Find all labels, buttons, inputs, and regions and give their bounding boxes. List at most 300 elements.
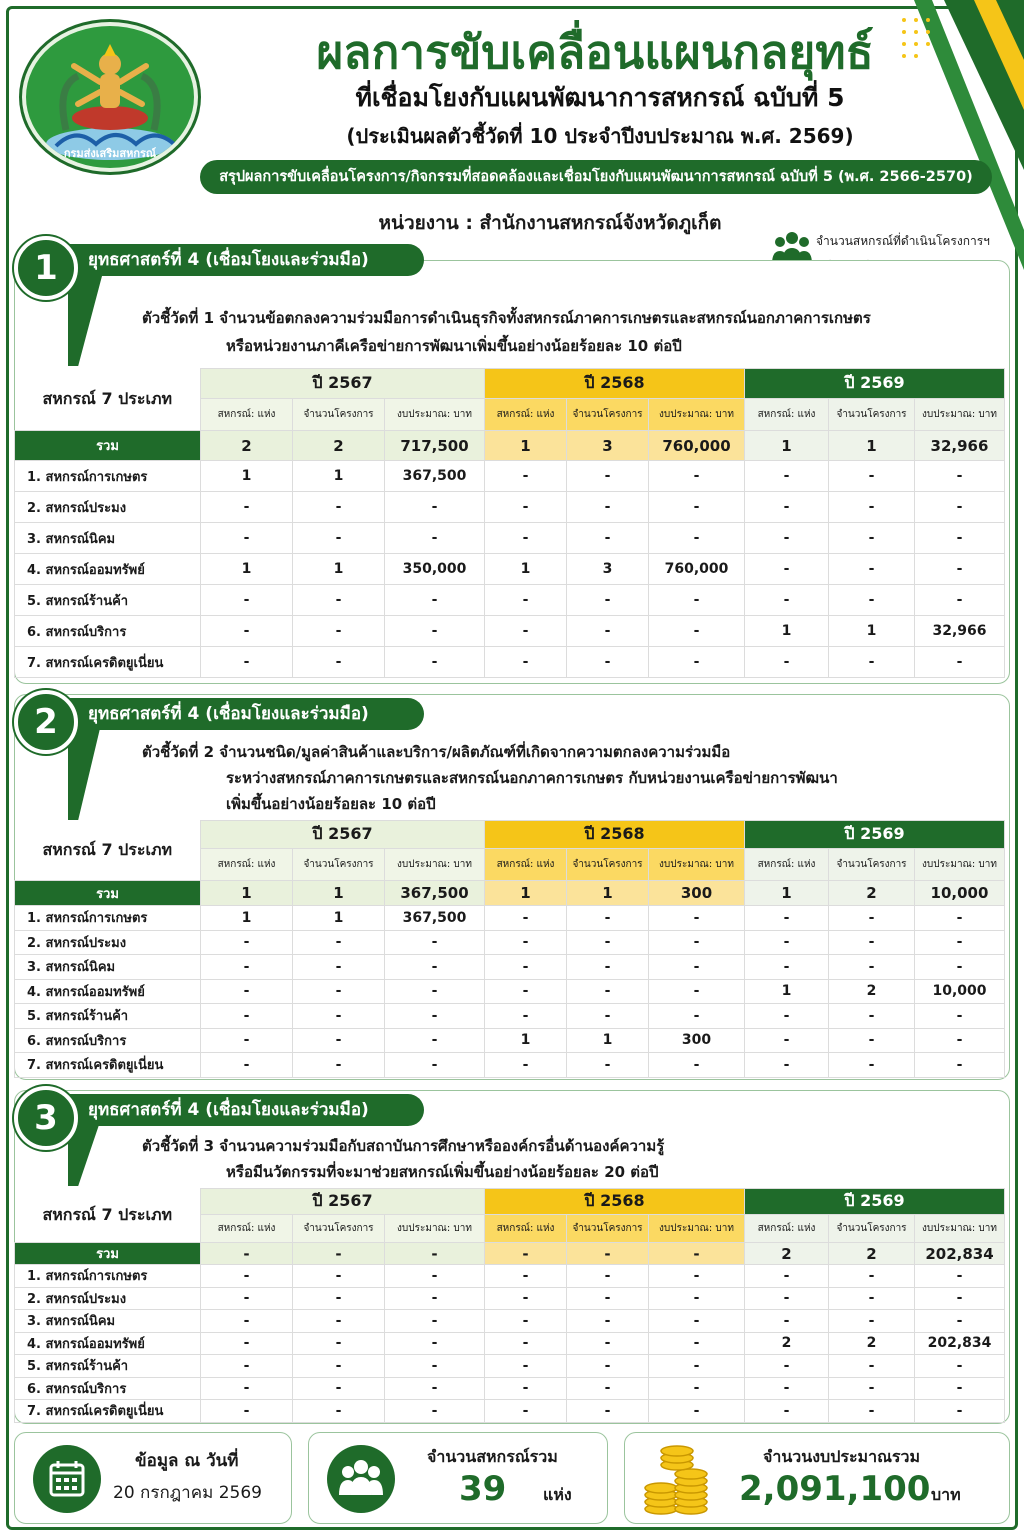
section-number-badge: 1	[14, 236, 78, 300]
coop-type-label: 3. สหกรณ์นิคม	[15, 1310, 201, 1333]
table-cell: -	[385, 585, 485, 616]
table-cell: -	[485, 906, 567, 931]
indicator-line-3: เพิ่มขึ้นอย่างน้อยร้อยละ 10 ต่อปี	[226, 795, 436, 813]
table-cell: -	[201, 1287, 293, 1310]
year-header: ปี 2567	[201, 369, 485, 399]
table-cell: -	[567, 1355, 649, 1378]
table-row	[15, 554, 1005, 585]
sub-header: จำนวนโครงการ	[829, 849, 915, 881]
coop-total-value: 39	[459, 1469, 507, 1509]
total-cell: 2	[745, 1243, 829, 1265]
table-cell: 1	[201, 906, 293, 931]
table-cell: 3	[567, 554, 649, 585]
total-cell: -	[567, 1243, 649, 1265]
table-cell: 1	[201, 461, 293, 492]
table-cell: -	[829, 1028, 915, 1053]
total-cell: -	[385, 1243, 485, 1265]
table-cell: -	[201, 955, 293, 980]
table-cell: -	[385, 1332, 485, 1355]
table-cell: -	[829, 492, 915, 523]
table-row	[15, 1310, 1005, 1333]
table-row	[15, 979, 1005, 1004]
sub-header: สหกรณ์: แห่ง	[485, 1215, 567, 1243]
data-table	[14, 1188, 1005, 1423]
table-cell: -	[293, 1355, 385, 1378]
table-cell: -	[385, 1310, 485, 1333]
total-cell: 2	[829, 1243, 915, 1265]
table-cell: -	[385, 492, 485, 523]
table-cell: -	[201, 1400, 293, 1423]
table-row	[15, 585, 1005, 616]
table-cell: 367,500	[385, 906, 485, 931]
table-cell: 1	[745, 616, 829, 647]
table-cell: -	[485, 979, 567, 1004]
total-cell: 2	[829, 881, 915, 906]
table-cell: 1	[485, 554, 567, 585]
sub-header: งบประมาณ: บาท	[385, 399, 485, 431]
table-corner-label: สหกรณ์ 7 ประเภท	[15, 821, 201, 881]
table-cell: -	[293, 1310, 385, 1333]
table-cell: -	[915, 1053, 1005, 1078]
coop-type-label: 6. สหกรณ์บริการ	[15, 1377, 201, 1400]
total-cell: 1	[567, 881, 649, 906]
calendar-icon	[33, 1445, 101, 1513]
table-cell: -	[915, 1004, 1005, 1029]
table-cell: -	[293, 585, 385, 616]
table-cell: 1	[293, 461, 385, 492]
table-cell: -	[829, 585, 915, 616]
table-cell: -	[915, 461, 1005, 492]
table-cell: -	[829, 554, 915, 585]
table-cell: -	[201, 1377, 293, 1400]
table-cell: -	[485, 492, 567, 523]
table-cell: -	[915, 492, 1005, 523]
table-cell: -	[201, 1332, 293, 1355]
table-cell: -	[567, 1332, 649, 1355]
table-cell: -	[649, 955, 745, 980]
total-cell: 367,500	[385, 881, 485, 906]
table-cell: -	[649, 492, 745, 523]
coop-type-label: 4. สหกรณ์ออมทรัพย์	[15, 979, 201, 1004]
table-cell: -	[567, 523, 649, 554]
table-cell: -	[915, 930, 1005, 955]
year-header: ปี 2568	[485, 369, 745, 399]
total-cell: 1	[485, 881, 567, 906]
table-cell: 2	[745, 1332, 829, 1355]
table-cell: -	[567, 461, 649, 492]
table-cell: -	[649, 1053, 745, 1078]
total-cell: 1	[201, 881, 293, 906]
year-header: ปี 2567	[201, 821, 485, 849]
table-cell: -	[567, 585, 649, 616]
table-cell: -	[485, 930, 567, 955]
table-cell: -	[485, 523, 567, 554]
coop-type-label: 7. สหกรณ์เครดิตยูเนี่ยน	[15, 647, 201, 678]
sub-header: งบประมาณ: บาท	[649, 849, 745, 881]
table-row	[15, 1265, 1005, 1288]
table-cell: -	[915, 647, 1005, 678]
table-cell: -	[745, 523, 829, 554]
coop-type-label: 1. สหกรณ์การเกษตร	[15, 461, 201, 492]
table-cell: -	[293, 616, 385, 647]
table-cell: 1	[567, 1028, 649, 1053]
sub-header: สหกรณ์: แห่ง	[745, 1215, 829, 1243]
coop-type-label: 6. สหกรณ์บริการ	[15, 1028, 201, 1053]
table-row	[15, 1400, 1005, 1423]
table-row	[15, 492, 1005, 523]
table-cell: -	[745, 1355, 829, 1378]
sub-header: จำนวนโครงการ	[829, 1215, 915, 1243]
indicator-line-2: ระหว่างสหกรณ์ภาคการเกษตรและสหกรณ์นอกภาคการเกษตร กับหน่วยงานเครือข่ายการพัฒนา	[226, 769, 838, 787]
table-cell: -	[567, 955, 649, 980]
coop-type-label: 4. สหกรณ์ออมทรัพย์	[15, 554, 201, 585]
summary-banner: สรุปผลการขับเคลื่อนโครงการ/กิจกรรมที่สอดคล้องและเชื่อมโยงกับแผนพัฒนาการสหกรณ์ ฉบับที่ 5 (พ.ศ. 2566-2570)	[200, 160, 992, 194]
table-cell: -	[915, 1377, 1005, 1400]
table-cell: -	[385, 1355, 485, 1378]
table-cell: -	[293, 955, 385, 980]
table-cell: -	[915, 585, 1005, 616]
table-cell: -	[915, 523, 1005, 554]
date-value: 20 กรกฎาคม 2569	[113, 1483, 262, 1503]
coop-type-label: 3. สหกรณ์นิคม	[15, 955, 201, 980]
table-cell: -	[201, 930, 293, 955]
table-cell: -	[745, 930, 829, 955]
table-cell: 1	[293, 554, 385, 585]
table-cell: -	[293, 930, 385, 955]
table-cell: -	[385, 930, 485, 955]
table-row	[15, 1004, 1005, 1029]
table-cell: -	[745, 1028, 829, 1053]
table-cell: -	[567, 906, 649, 931]
sub-header: งบประมาณ: บาท	[915, 849, 1005, 881]
coop-type-label: 5. สหกรณ์ร้านค้า	[15, 1004, 201, 1029]
table-cell: -	[201, 979, 293, 1004]
year-header: ปี 2568	[485, 1189, 745, 1215]
coop-type-label: 2. สหกรณ์ประมง	[15, 492, 201, 523]
table-cell: 32,966	[915, 616, 1005, 647]
indicator-line-1: ตัวชี้วัดที่ 3 จำนวนความร่วมมือกับสถาบันการศึกษาหรือองค์กรอื่นด้านองค์ความรู้	[142, 1137, 665, 1155]
table-cell: -	[745, 1265, 829, 1288]
coop-type-label: 7. สหกรณ์เครดิตยูเนี่ยน	[15, 1053, 201, 1078]
coop-type-label: 1. สหกรณ์การเกษตร	[15, 1265, 201, 1288]
legend-line-1: จำนวนสหกรณ์ที่ดำเนินโครงการฯ	[816, 234, 990, 248]
total-cell: 760,000	[649, 431, 745, 461]
table-cell: -	[201, 1265, 293, 1288]
table-cell: 1	[485, 1028, 567, 1053]
table-cell: -	[385, 647, 485, 678]
total-cell: -	[485, 1243, 567, 1265]
table-cell: -	[745, 1287, 829, 1310]
data-table	[14, 820, 1005, 1078]
table-cell: -	[485, 461, 567, 492]
table-cell: -	[567, 1310, 649, 1333]
table-cell: -	[201, 616, 293, 647]
sub-header: จำนวนโครงการ	[293, 1215, 385, 1243]
table-row	[15, 523, 1005, 554]
table-cell: -	[915, 1265, 1005, 1288]
table-cell: 2	[829, 1332, 915, 1355]
budget-total-value: 2,091,100	[739, 1469, 931, 1509]
table-cell: -	[293, 1377, 385, 1400]
total-cell: 32,966	[915, 431, 1005, 461]
sub-header: สหกรณ์: แห่ง	[201, 399, 293, 431]
total-cell: 202,834	[915, 1243, 1005, 1265]
coop-type-label: 5. สหกรณ์ร้านค้า	[15, 585, 201, 616]
table-cell: -	[829, 930, 915, 955]
table-cell: -	[385, 1400, 485, 1423]
sub-header: งบประมาณ: บาท	[649, 1215, 745, 1243]
table-cell: -	[829, 647, 915, 678]
sub-header: สหกรณ์: แห่ง	[485, 849, 567, 881]
table-cell: -	[385, 1287, 485, 1310]
table-cell: -	[745, 1004, 829, 1029]
total-cell: 300	[649, 881, 745, 906]
table-cell: -	[649, 585, 745, 616]
table-cell: -	[567, 930, 649, 955]
table-cell: -	[201, 492, 293, 523]
table-cell: 1	[293, 906, 385, 931]
table-cell: -	[485, 1310, 567, 1333]
table-cell: -	[485, 955, 567, 980]
strategy-label: ยุทธศาสตร์ที่ 4 (เชื่อมโยงและร่วมมือ)	[54, 698, 424, 730]
coop-type-label: 2. สหกรณ์ประมง	[15, 930, 201, 955]
coop-type-label: 6. สหกรณ์บริการ	[15, 616, 201, 647]
table-row	[15, 1355, 1005, 1378]
table-row	[15, 906, 1005, 931]
table-cell: -	[293, 523, 385, 554]
year-header: ปี 2569	[745, 821, 1005, 849]
table-cell: -	[915, 1400, 1005, 1423]
table-row	[15, 1028, 1005, 1053]
table-cell: -	[829, 955, 915, 980]
table-cell: -	[485, 1400, 567, 1423]
table-cell: -	[485, 585, 567, 616]
data-table	[14, 368, 1005, 678]
strategy-label: ยุทธศาสตร์ที่ 4 (เชื่อมโยงและร่วมมือ)	[54, 1094, 424, 1126]
section-2	[14, 690, 1010, 1082]
table-cell: 1	[829, 616, 915, 647]
table-cell: -	[485, 1287, 567, 1310]
table-cell: -	[829, 1287, 915, 1310]
total-cell: 2	[293, 431, 385, 461]
table-cell: -	[485, 1053, 567, 1078]
total-cell: -	[293, 1243, 385, 1265]
table-cell: -	[649, 906, 745, 931]
table-cell: -	[649, 1355, 745, 1378]
table-cell: -	[485, 1377, 567, 1400]
date-card	[14, 1432, 292, 1524]
people-group-icon	[327, 1445, 395, 1513]
strategy-label: ยุทธศาสตร์ที่ 4 (เชื่อมโยงและร่วมมือ)	[54, 244, 424, 276]
table-cell: -	[649, 1265, 745, 1288]
coop-total-unit: แห่ง	[543, 1485, 572, 1504]
table-cell: 202,834	[915, 1332, 1005, 1355]
total-label: รวม	[15, 431, 201, 461]
table-row	[15, 1377, 1005, 1400]
table-cell: -	[201, 1028, 293, 1053]
table-row	[15, 930, 1005, 955]
sub-header: สหกรณ์: แห่ง	[745, 849, 829, 881]
table-cell: -	[567, 1287, 649, 1310]
section-3	[14, 1086, 1010, 1426]
section-number-badge: 2	[14, 690, 78, 754]
department-logo	[22, 22, 198, 172]
coop-type-label: 7. สหกรณ์เครดิตยูเนี่ยน	[15, 1400, 201, 1423]
table-cell: -	[649, 1400, 745, 1423]
coop-type-label: 3. สหกรณ์นิคม	[15, 523, 201, 554]
table-cell: -	[649, 616, 745, 647]
table-cell: -	[485, 647, 567, 678]
table-cell: -	[649, 1310, 745, 1333]
table-cell: -	[293, 1332, 385, 1355]
table-cell: -	[649, 647, 745, 678]
total-cell: 1	[745, 431, 829, 461]
table-cell: -	[201, 1053, 293, 1078]
table-cell: -	[829, 906, 915, 931]
table-cell: -	[293, 1028, 385, 1053]
page-title: ผลการขับเคลื่อนแผนกลยุทธ์	[316, 25, 874, 79]
table-cell: -	[293, 492, 385, 523]
budget-total-label: จำนวนงบประมาณรวม	[763, 1447, 921, 1466]
logo-text: กรมส่งเสริมสหกรณ์	[63, 147, 157, 160]
total-cell: 1	[293, 881, 385, 906]
table-cell: -	[485, 1332, 567, 1355]
coop-total-label: จำนวนสหกรณ์รวม	[427, 1447, 558, 1466]
sub-header: สหกรณ์: แห่ง	[485, 399, 567, 431]
table-cell: -	[385, 1004, 485, 1029]
table-cell: -	[829, 1400, 915, 1423]
sub-header: งบประมาณ: บาท	[649, 399, 745, 431]
table-row	[15, 1332, 1005, 1355]
total-cell: -	[201, 1243, 293, 1265]
table-cell: -	[567, 616, 649, 647]
table-cell: -	[567, 1400, 649, 1423]
table-cell: -	[485, 1004, 567, 1029]
table-cell: -	[385, 616, 485, 647]
table-cell: -	[293, 1265, 385, 1288]
table-cell: -	[201, 1355, 293, 1378]
table-cell: -	[649, 979, 745, 1004]
table-cell: -	[745, 955, 829, 980]
table-cell: -	[829, 1310, 915, 1333]
table-cell: -	[567, 492, 649, 523]
sub-header: จำนวนโครงการ	[567, 399, 649, 431]
table-cell: -	[293, 647, 385, 678]
table-cell: -	[385, 523, 485, 554]
total-cell: 1	[829, 431, 915, 461]
assessment-line: (ประเมินผลตัวชี้วัดที่ 10 ประจำปีงบประมาณ พ.ศ. 2569)	[346, 124, 854, 148]
table-cell: 2	[829, 979, 915, 1004]
table-row	[15, 461, 1005, 492]
total-cell: 2	[201, 431, 293, 461]
table-cell: -	[915, 1287, 1005, 1310]
table-cell: -	[745, 906, 829, 931]
table-cell: -	[829, 1004, 915, 1029]
table-cell: 1	[201, 554, 293, 585]
agency-name: หน่วยงาน : สำนักงานสหกรณ์จังหวัดภูเก็ต	[378, 212, 722, 234]
table-cell: 10,000	[915, 979, 1005, 1004]
table-cell: -	[745, 492, 829, 523]
table-cell: -	[485, 616, 567, 647]
table-cell: -	[829, 461, 915, 492]
table-cell: -	[567, 1004, 649, 1029]
indicator-line-1: ตัวชี้วัดที่ 2 จำนวนชนิด/มูลค่าสินค้าและบริการ/ผลิตภัณฑ์ที่เกิดจากความตกลงความร่วมมือ	[142, 743, 731, 761]
coop-type-label: 5. สหกรณ์ร้านค้า	[15, 1355, 201, 1378]
table-cell: -	[915, 1310, 1005, 1333]
sub-header: สหกรณ์: แห่ง	[745, 399, 829, 431]
budget-total-unit: บาท	[931, 1485, 961, 1504]
sub-header: จำนวนโครงการ	[293, 849, 385, 881]
sub-header: จำนวนโครงการ	[293, 399, 385, 431]
table-cell: -	[745, 1310, 829, 1333]
table-cell: 350,000	[385, 554, 485, 585]
coop-type-label: 4. สหกรณ์ออมทรัพย์	[15, 1332, 201, 1355]
budget-total-card	[624, 1432, 1010, 1524]
table-cell: -	[385, 1265, 485, 1288]
table-cell: -	[649, 1377, 745, 1400]
table-cell: -	[649, 1004, 745, 1029]
year-header: ปี 2568	[485, 821, 745, 849]
indicator-line-1: ตัวชี้วัดที่ 1 จำนวนข้อตกลงความร่วมมือการดำเนินธุรกิจทั้งสหกรณ์ภาคการเกษตรและสหกรณ์นอกภาคการเกษตร	[142, 309, 871, 327]
table-cell: -	[649, 523, 745, 554]
table-cell: -	[201, 647, 293, 678]
total-cell: 1	[745, 881, 829, 906]
table-cell: -	[293, 979, 385, 1004]
section-1	[14, 236, 1010, 686]
sub-header: งบประมาณ: บาท	[385, 1215, 485, 1243]
total-cell: 10,000	[915, 881, 1005, 906]
indicator-line-2: หรือมีนวัตกรรมที่จะมาช่วยสหกรณ์เพิ่มขึ้นอย่างน้อยร้อยละ 20 ต่อปี	[226, 1163, 659, 1181]
table-cell: -	[385, 979, 485, 1004]
table-cell: -	[485, 1355, 567, 1378]
coins-icon	[639, 1439, 719, 1519]
indicator-line-2: หรือหน่วยงานภาคีเครือข่ายการพัฒนาเพิ่มขึ้นอย่างน้อยร้อยละ 10 ต่อปี	[226, 337, 682, 355]
table-corner-label: สหกรณ์ 7 ประเภท	[15, 369, 201, 431]
table-cell: -	[201, 523, 293, 554]
table-cell: -	[829, 523, 915, 554]
table-cell: -	[745, 461, 829, 492]
section-number-badge: 3	[14, 1086, 78, 1150]
table-cell: -	[829, 1355, 915, 1378]
table-cell: -	[567, 1265, 649, 1288]
table-cell: -	[915, 955, 1005, 980]
table-cell: -	[567, 1053, 649, 1078]
total-cell: 717,500	[385, 431, 485, 461]
sub-header: จำนวนโครงการ	[829, 399, 915, 431]
sub-header: จำนวนโครงการ	[567, 1215, 649, 1243]
total-label: รวม	[15, 1243, 201, 1265]
table-row	[15, 616, 1005, 647]
table-cell: -	[745, 554, 829, 585]
year-header: ปี 2569	[745, 1189, 1005, 1215]
table-cell: -	[567, 979, 649, 1004]
total-label: รวม	[15, 881, 201, 906]
table-cell: 1	[745, 979, 829, 1004]
table-cell: -	[293, 1004, 385, 1029]
table-cell: 300	[649, 1028, 745, 1053]
table-cell: -	[649, 1332, 745, 1355]
coop-type-label: 2. สหกรณ์ประมง	[15, 1287, 201, 1310]
table-cell: -	[745, 1377, 829, 1400]
table-cell: 760,000	[649, 554, 745, 585]
coop-total-card	[308, 1432, 608, 1524]
year-header: ปี 2567	[201, 1189, 485, 1215]
sub-header: สหกรณ์: แห่ง	[201, 1215, 293, 1243]
table-cell: -	[567, 647, 649, 678]
sub-header: จำนวนโครงการ	[567, 849, 649, 881]
table-row	[15, 647, 1005, 678]
table-cell: -	[385, 1377, 485, 1400]
